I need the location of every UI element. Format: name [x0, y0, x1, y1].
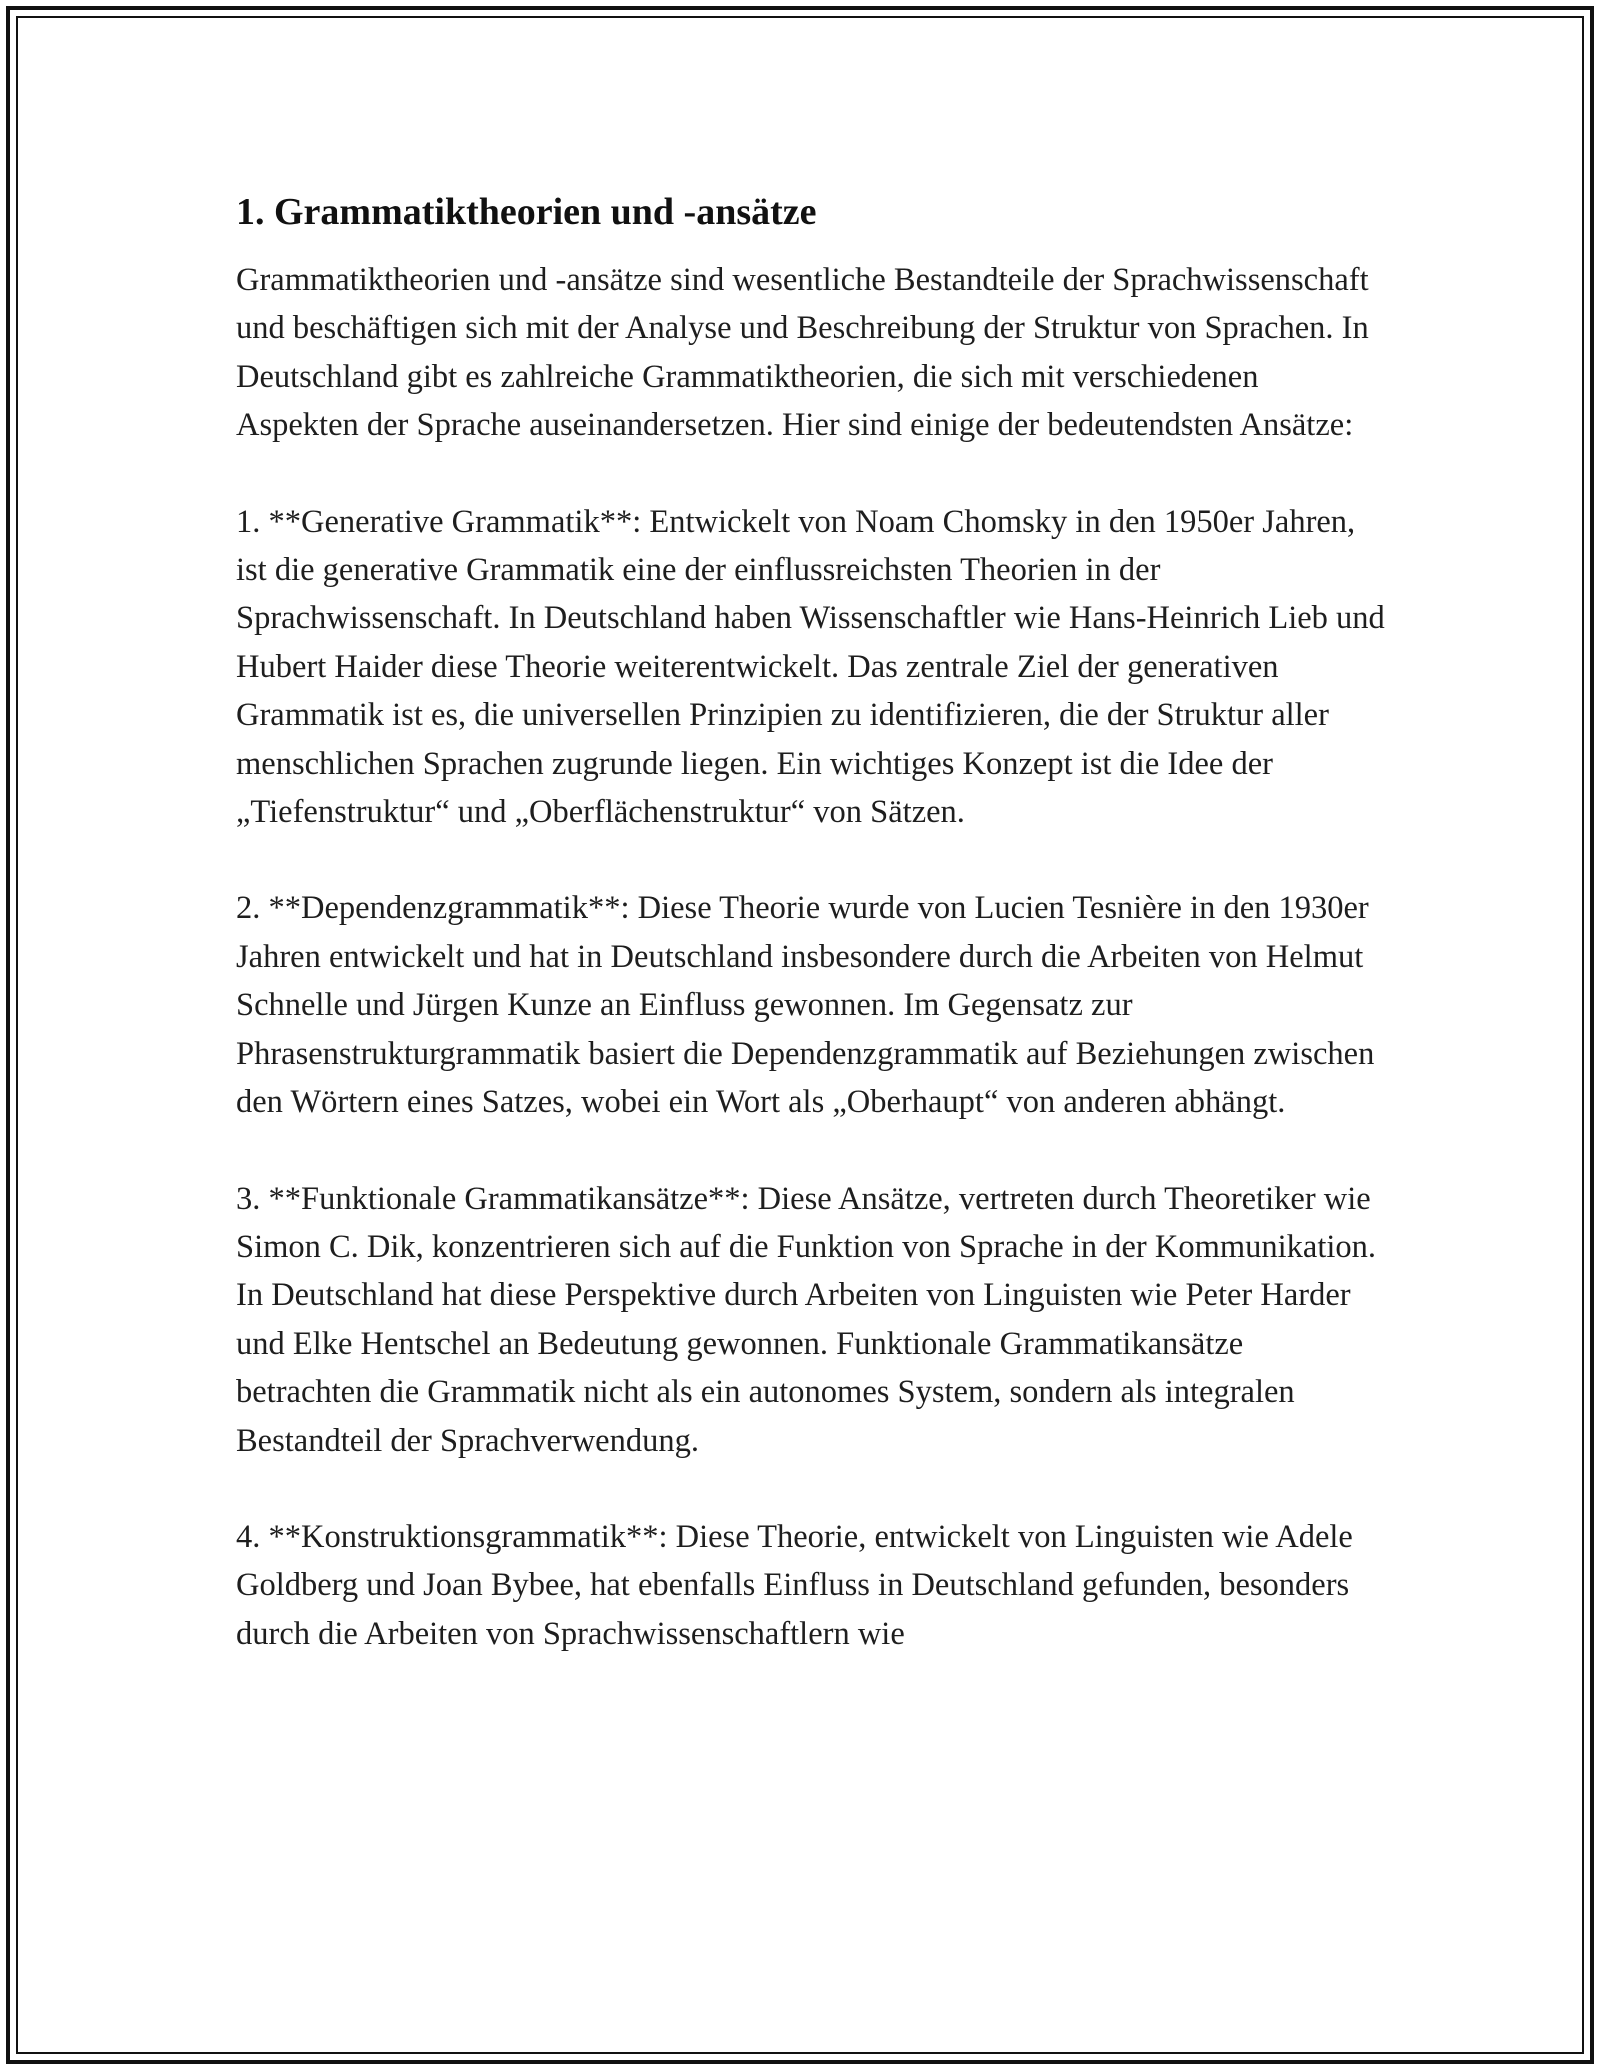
functional-grammar-paragraph: 3. **Funktionale Grammatikansätze**: Diese Ansätze, vertreten durch Theoretiker wie Simon C. Dik, konzentrieren sich auf die Funktion von Sprache in der Kommunikation. In Deutschland hat diese Perspektive durch Arbeiten von Linguisten wie Peter Harder und Elke Hentschel an Bedeutung gewonnen. Funktionale Grammatikansätze betrachten die Grammatik nicht als ein autonomes System, sondern als integralen Bestandteil der Sprachverwendung. [236, 1180, 1377, 1459]
dependency-grammar-paragraph: 2. **Dependenzgrammatik**: Diese Theorie wurde von Lucien Tesnière in den 1930er Jahren entwickelt und hat in Deutschland insbesondere durch die Arbeiten von Helmut Schnelle und Jürgen Kunze an Einfluss gewonnen. Im Gegensatz zur Phrasenstrukturgrammatik basiert die Dependenzgrammatik auf Beziehungen zwischen den Wörtern eines Satzes, wobei ein Wort als „Oberhaupt“ von anderen abhängt. [236, 890, 1375, 1121]
intro-paragraph: Grammatiktheorien und -ansätze sind wesentliche Bestandteile der Sprachwissenschaft und beschäftigen sich mit der Analyse und Beschreibung der Struktur von Sprachen. In Deutschland gibt es zahlreiche Grammatiktheorien, die sich mit verschiedenen Aspekten der Sprache auseinandersetzen. Hier sind einige der bedeutendsten Ansätze: [236, 262, 1369, 444]
document-body [236, 186, 1386, 1658]
generative-grammar-paragraph: 1. **Generative Grammatik**: Entwickelt von Noam Chomsky in den 1950er Jahren, ist die generative Grammatik eine der einflussreichsten Theorien in der Sprachwissenschaft. In Deutschland haben Wissenschaftler wie Hans-Heinrich Lieb und Hubert Haider diese Theorie weiterentwickelt. Das zentrale Ziel der generativen Grammatik ist es, die universellen Prinzipien zu identifizieren, die der Struktur aller menschlichen Sprachen zugrunde liegen. Ein wichtiges Konzept ist die Idee der „Tiefenstruktur“ und „Oberflächenstruktur“ von Sätzen. [236, 503, 1385, 831]
section-heading: 1. Grammatiktheorien und -ansätze [236, 191, 817, 233]
construction-grammar-paragraph: 4. **Konstruktionsgrammatik**: Diese Theorie, entwickelt von Linguisten wie Adele Goldberg und Joan Bybee, hat ebenfalls Einfluss in Deutschland gefunden, besonders durch die Arbeiten von Sprachwissenschaftlern wie [236, 1518, 1353, 1652]
